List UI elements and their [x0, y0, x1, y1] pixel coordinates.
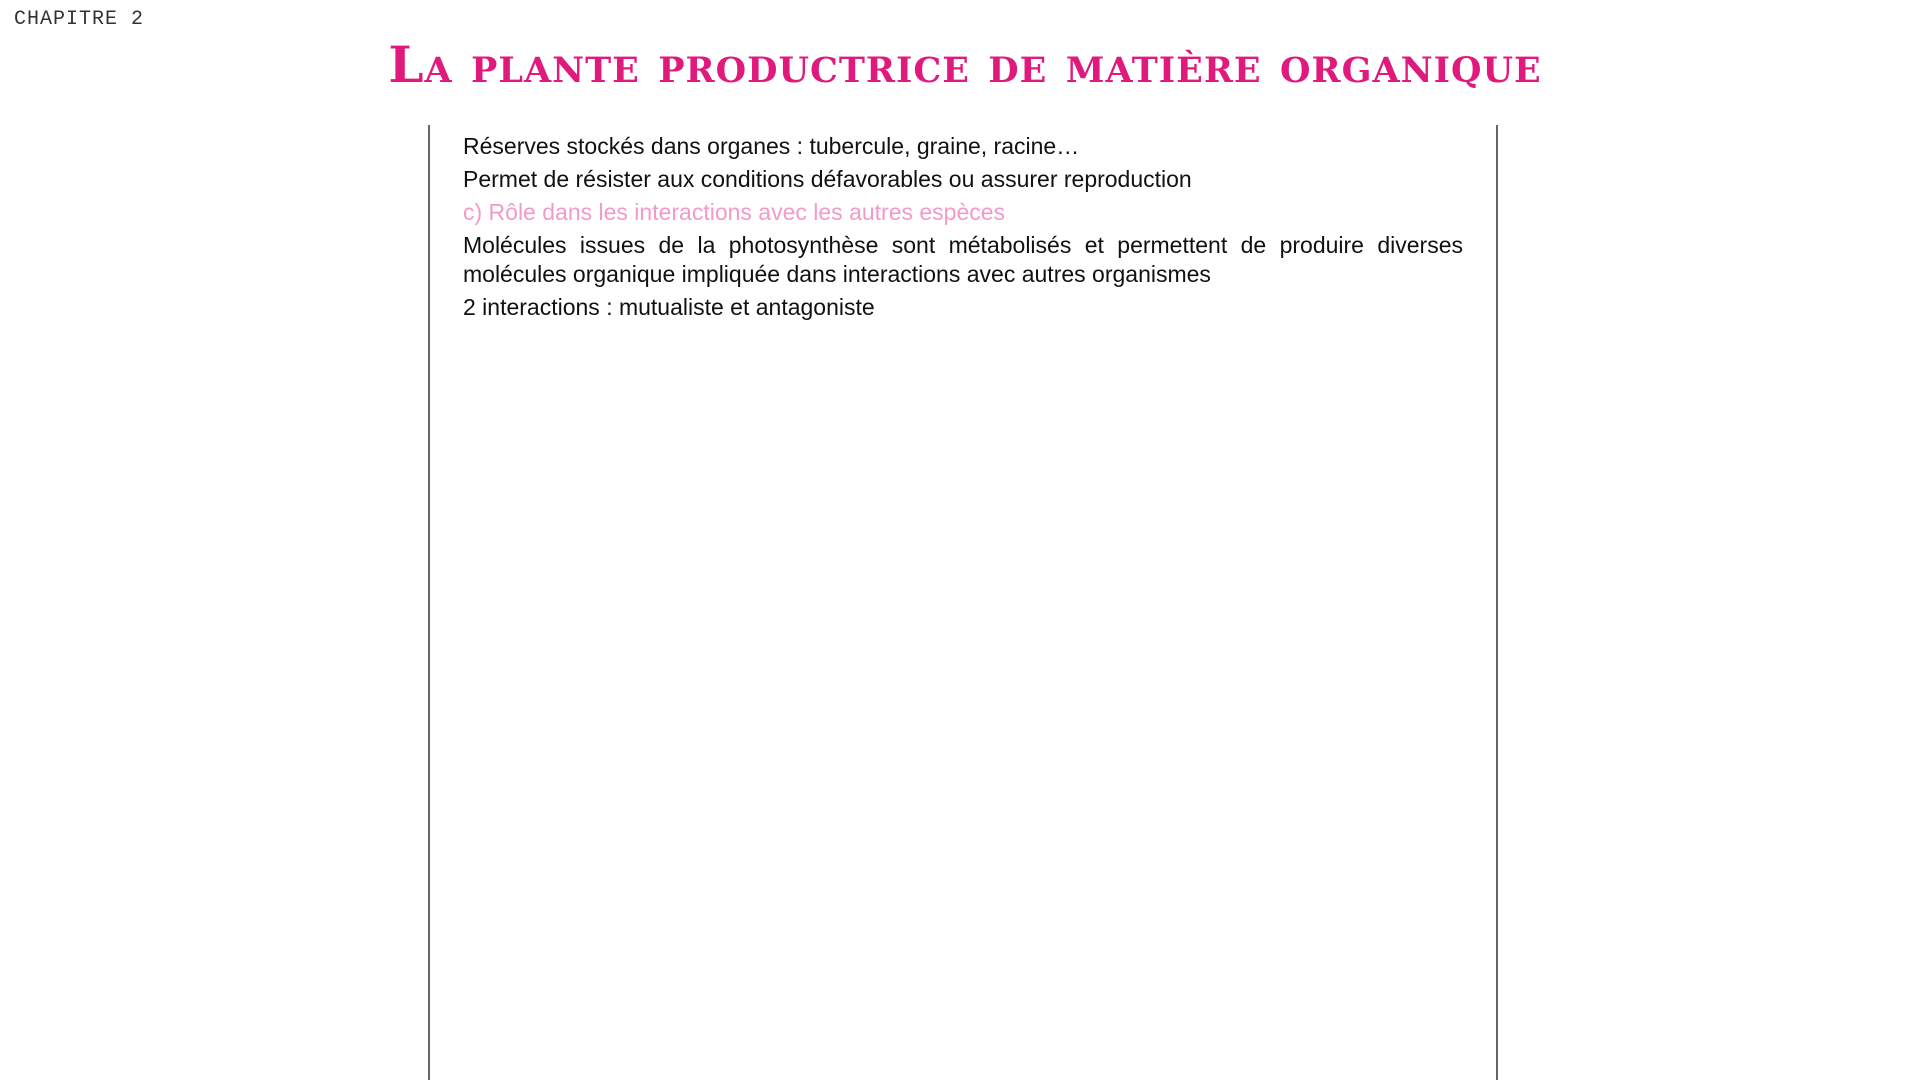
- chapter-label: CHAPITRE 2: [14, 8, 145, 31]
- page-title: La plante productrice de matière organique: [388, 35, 1542, 94]
- text-line-reserves: Réserves stockés dans organes : tubercule, graine, racine…: [463, 133, 1080, 159]
- text-paragraph-molecules: Molécules issues de la photosynthèse sont métabolisés et permettent de produire diverses molécules organique impliquée dans interactions avec autres organismes: [463, 232, 1463, 287]
- section-heading: c) Rôle dans les interactions avec les autres espèces: [463, 199, 1006, 225]
- text-line-resistance: Permet de résister aux conditions défavorables ou assurer reproduction: [463, 166, 1192, 192]
- text-line-interactions: 2 interactions : mutualiste et antagoniste: [463, 294, 875, 320]
- document-content: [463, 132, 1463, 326]
